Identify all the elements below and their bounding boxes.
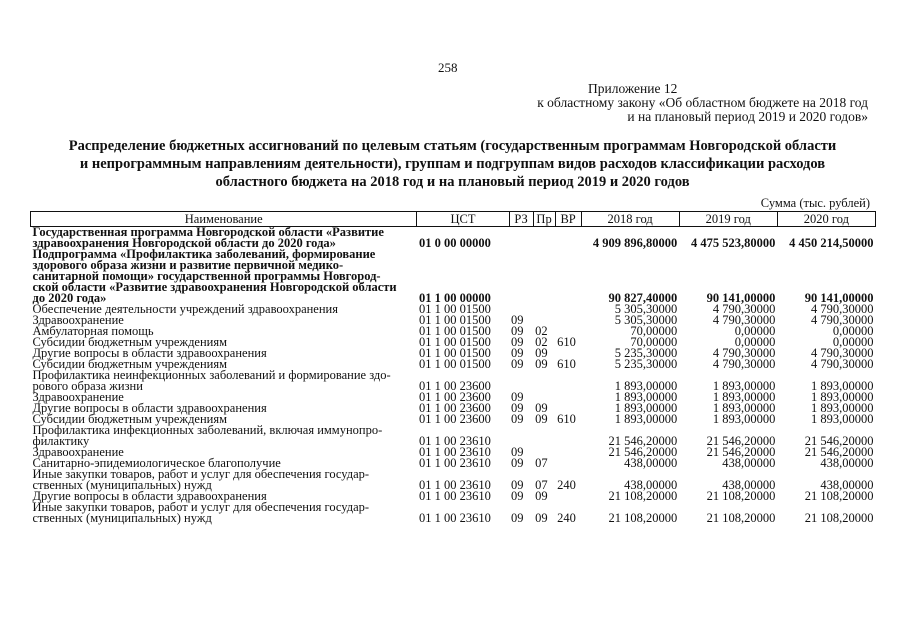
row-cst: 01 0 00 00000 — [418, 236, 491, 250]
row-rz — [509, 370, 533, 392]
row-name-line: до 2020 года» — [32, 291, 107, 305]
row-2020: 4 450 214,50000 — [789, 236, 874, 250]
row-rz: 09 — [511, 478, 524, 492]
row-vr — [555, 458, 581, 469]
row-pr — [533, 249, 555, 304]
row-2019: 21 108,20000 — [706, 511, 776, 525]
row-2019: 4 790,30000 — [712, 302, 776, 316]
row-pr: 09 — [535, 511, 548, 525]
row-2019: 21 108,20000 — [706, 489, 776, 503]
title-line: Распределение бюджетных ассигнований по целевым статьям (государственным программам Новгородской области — [68, 138, 837, 154]
header-name: Наименование — [31, 212, 417, 227]
row-2019: 1 893,00000 — [712, 379, 776, 393]
row-name — [31, 370, 417, 392]
row-name-line: Иные закупки товаров, работ и услуг для обеспечения государ- — [32, 500, 370, 514]
row-2019: 1 893,00000 — [712, 390, 776, 404]
row-pr: 07 — [535, 478, 548, 492]
row-2018: 5 305,30000 — [614, 313, 678, 327]
row-2019: 4 790,30000 — [712, 313, 776, 327]
row-pr: 09 — [535, 357, 548, 371]
row-2018: 5 235,30000 — [614, 357, 678, 371]
row-vr — [555, 249, 581, 304]
row-cst: 01 1 00 23610 — [418, 445, 491, 459]
row-name-line: Другие вопросы в области здравоохранения — [32, 401, 267, 415]
appendix-title: Приложение 12 — [588, 81, 678, 96]
row-vr: 610 — [557, 335, 576, 349]
row-rz: 09 — [511, 346, 524, 360]
row-pr — [533, 370, 555, 392]
row-cst: 01 1 00 23610 — [418, 511, 491, 525]
row-2018: 438,00000 — [624, 456, 678, 470]
row-2019: 1 893,00000 — [712, 401, 776, 415]
table-row — [31, 502, 876, 524]
row-name-line: Обеспечение деятельности учреждений здравоохранения — [32, 302, 338, 316]
row-name-line: Другие вопросы в области здравоохранения — [32, 489, 267, 503]
row-2019: 90 141,00000 — [706, 291, 776, 305]
row-2018: 1 893,00000 — [614, 412, 678, 426]
row-cst: 01 1 00 00000 — [418, 291, 491, 305]
row-2019: 0,00000 — [734, 335, 776, 349]
row-2018: 5 235,30000 — [614, 346, 678, 360]
row-rz: 09 — [511, 412, 524, 426]
row-name — [31, 502, 417, 524]
row-name — [31, 227, 417, 250]
row-2019: 438,00000 — [722, 456, 776, 470]
row-cst: 01 1 00 01500 — [418, 346, 491, 360]
row-2018: 90 827,40000 — [608, 291, 678, 305]
row-rz: 09 — [511, 401, 524, 415]
row-vr — [555, 491, 581, 502]
table-row — [31, 469, 876, 491]
row-name-line: санитарной помощи» государственной программы Новгород- — [32, 269, 381, 283]
row-vr: 240 — [557, 478, 576, 492]
row-name-line: Иные закупки товаров, работ и услуг для обеспечения государ- — [32, 467, 370, 481]
row-name-line: Другие вопросы в области здравоохранения — [32, 346, 267, 360]
row-pr: 09 — [535, 346, 548, 360]
row-name-line: Субсидии бюджетным учреждениям — [32, 357, 228, 371]
row-pr: 09 — [535, 489, 548, 503]
row-pr: 02 — [535, 324, 548, 338]
row-2018: 1 893,00000 — [614, 401, 678, 415]
row-rz — [509, 249, 533, 304]
row-cst: 01 1 00 23610 — [418, 478, 491, 492]
row-name-line: Субсидии бюджетным учреждениям — [32, 412, 228, 426]
row-2019: 4 790,30000 — [712, 346, 776, 360]
row-pr — [533, 227, 555, 250]
row-2018: 21 108,20000 — [608, 489, 678, 503]
table-row — [31, 370, 876, 392]
row-pr — [533, 425, 555, 447]
row-2020: 21 546,20000 — [804, 445, 874, 459]
row-rz — [509, 425, 533, 447]
header-pr: Пр — [533, 212, 555, 227]
row-name-line: Амбулаторная помощь — [32, 324, 154, 338]
row-name-line: Здравоохранение — [32, 445, 124, 459]
row-cst: 01 1 00 01500 — [418, 324, 491, 338]
row-vr — [555, 227, 581, 250]
row-2020: 21 108,20000 — [804, 511, 874, 525]
row-2020: 21 108,20000 — [804, 489, 874, 503]
row-name-line: Государственная программа Новгородской области «Развитие — [32, 225, 384, 239]
units-note: Сумма (тыс. рублей) — [760, 196, 870, 210]
row-2019: 4 790,30000 — [712, 357, 776, 371]
row-2019: 1 893,00000 — [712, 412, 776, 426]
header-2020: 2020 год — [777, 212, 875, 227]
row-cst: 01 1 00 23600 — [418, 379, 491, 393]
row-rz: 09 — [511, 390, 524, 404]
row-2018: 21 108,20000 — [608, 511, 678, 525]
row-2020: 438,00000 — [820, 456, 874, 470]
row-vr — [555, 315, 581, 326]
row-cst: 01 1 00 23600 — [418, 412, 491, 426]
row-2018: 21 546,20000 — [608, 445, 678, 459]
row-cst: 01 1 00 01500 — [418, 302, 491, 316]
row-vr: 610 — [557, 412, 576, 426]
row-name-line: филактику — [32, 434, 90, 448]
row-2018: 438,00000 — [624, 478, 678, 492]
row-vr — [555, 370, 581, 392]
row-cst: 01 1 00 23600 — [418, 390, 491, 404]
table-row — [31, 425, 876, 447]
row-2019: 4 475 523,80000 — [690, 236, 776, 250]
row-2018: 1 893,00000 — [614, 379, 678, 393]
row-2018: 4 909 896,80000 — [592, 236, 678, 250]
row-pr: 09 — [535, 412, 548, 426]
row-2020: 4 790,30000 — [811, 357, 874, 371]
row-2020: 0,00000 — [832, 324, 874, 338]
row-2019: 21 546,20000 — [706, 445, 776, 459]
row-vr: 240 — [557, 511, 576, 525]
row-vr: 610 — [557, 357, 576, 371]
row-2019: 21 546,20000 — [706, 434, 776, 448]
row-cst: 01 1 00 01500 — [418, 357, 491, 371]
header-2018: 2018 год — [581, 212, 679, 227]
row-name-line: Профилактика неинфекционных заболеваний и формирование здо- — [32, 368, 391, 382]
row-2018: 21 546,20000 — [608, 434, 678, 448]
row-name-line: Субсидии бюджетным учреждениям — [32, 335, 228, 349]
row-name-line: ственных (муниципальных) нужд — [32, 511, 212, 525]
document-title — [30, 137, 875, 191]
row-name-line: здравоохранения Новгородской области до 2020 года» — [32, 236, 336, 250]
row-2020: 1 893,00000 — [811, 390, 874, 404]
row-rz: 09 — [511, 489, 524, 503]
row-pr — [533, 304, 555, 315]
row-2018: 5 305,30000 — [614, 302, 678, 316]
row-2020: 1 893,00000 — [811, 401, 874, 415]
row-2020: 0,00000 — [832, 335, 874, 349]
budget-table — [30, 211, 876, 524]
row-cst: 01 1 00 01500 — [418, 313, 491, 327]
row-2018: 70,00000 — [630, 324, 678, 338]
row-2018: 1 893,00000 — [614, 390, 678, 404]
row-rz: 09 — [511, 357, 524, 371]
row-2020: 4 790,30000 — [811, 302, 874, 316]
row-cst: 01 1 00 23610 — [418, 489, 491, 503]
row-pr: 07 — [535, 456, 548, 470]
row-2018: 70,00000 — [630, 335, 678, 349]
table-row — [31, 249, 876, 304]
row-name-line: ской области «Развитие здравоохранения Новгородской области — [32, 280, 397, 294]
row-cst: 01 1 00 01500 — [418, 335, 491, 349]
row-rz: 09 — [511, 511, 524, 525]
row-2020: 4 790,30000 — [811, 313, 874, 327]
header-cst: ЦСТ — [417, 212, 509, 227]
row-name — [31, 469, 417, 491]
row-2020: 21 546,20000 — [804, 434, 874, 448]
row-name-line: Подпрограмма «Профилактика заболеваний, формирование — [32, 247, 376, 261]
row-name — [31, 249, 417, 304]
header-vr: ВР — [555, 212, 581, 227]
table-row — [31, 227, 876, 250]
row-name-line: Здравоохранение — [32, 390, 124, 404]
row-2020: 1 893,00000 — [811, 412, 874, 426]
row-pr: 09 — [535, 401, 548, 415]
row-rz: 09 — [511, 335, 524, 349]
row-vr — [555, 447, 581, 458]
row-2019: 438,00000 — [722, 478, 776, 492]
row-rz: 09 — [511, 324, 524, 338]
header-2019: 2019 год — [679, 212, 777, 227]
row-rz: 09 — [511, 313, 524, 327]
row-name-line: ственных (муниципальных) нужд — [32, 478, 212, 492]
row-name — [31, 425, 417, 447]
row-vr — [555, 425, 581, 447]
row-2020: 1 893,00000 — [811, 379, 874, 393]
row-pr: 02 — [535, 335, 548, 349]
row-2020: 438,00000 — [820, 478, 874, 492]
row-2020: 4 790,30000 — [811, 346, 874, 360]
row-cst: 01 1 00 23610 — [418, 456, 491, 470]
row-name-line: Профилактика инфекционных заболеваний, включая иммунопро- — [32, 423, 383, 437]
page-number: 258 — [438, 60, 458, 75]
appendix-period-line: и на плановый период 2019 и 2020 годов» — [627, 109, 868, 124]
row-name-line: Здравоохранение — [32, 313, 124, 327]
row-cst: 01 1 00 23610 — [418, 434, 491, 448]
row-rz: 09 — [511, 445, 524, 459]
row-name-line: рового образа жизни — [32, 379, 143, 393]
header-rz: РЗ — [509, 212, 533, 227]
row-2020: 90 141,00000 — [804, 291, 874, 305]
row-name-line: Санитарно-эпидемиологическое благополучие — [32, 456, 281, 470]
row-vr — [555, 304, 581, 315]
row-rz: 09 — [511, 456, 524, 470]
row-vr — [555, 392, 581, 403]
title-line: и непрограммным направлениям деятельности), группам и подгруппам видов расходов классификации расходов — [79, 156, 826, 172]
appendix-law-line: к областному закону «Об областном бюджете на 2018 год — [537, 95, 868, 110]
row-name-line: здорового образа жизни и развитие первичной медико- — [32, 258, 344, 272]
row-cst: 01 1 00 23600 — [418, 401, 491, 415]
appendix-note — [448, 82, 868, 124]
row-2019: 0,00000 — [734, 324, 776, 338]
row-rz — [509, 227, 533, 250]
title-line: областного бюджета на 2018 год и на плановый период 2019 и 2020 годов — [215, 174, 690, 190]
